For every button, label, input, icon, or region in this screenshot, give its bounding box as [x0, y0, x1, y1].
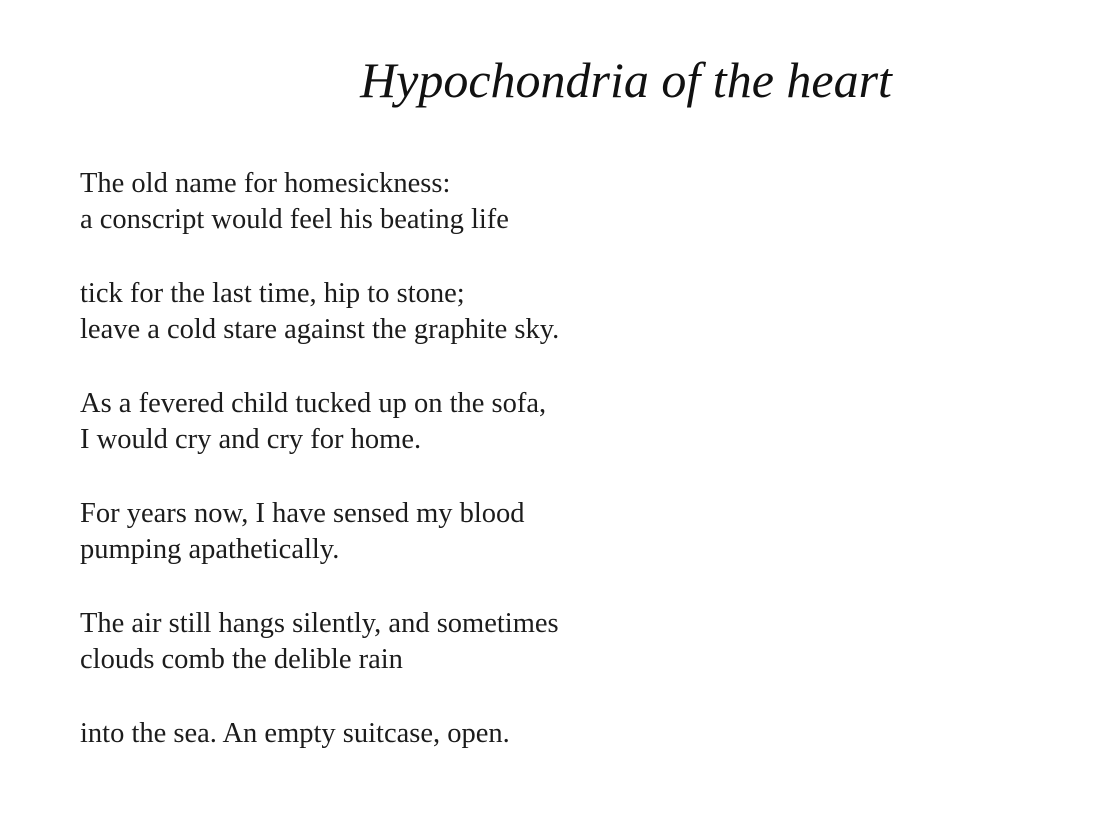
- poem-line: I would cry and cry for home.: [80, 424, 422, 455]
- poem-line: tick for the last time, hip to stone;: [80, 278, 465, 309]
- poem-line: pumping apathetically.: [80, 534, 340, 565]
- stanza: [80, 166, 780, 276]
- poem-line: The air still hangs silently, and sometimes: [80, 608, 559, 639]
- stanza: [80, 606, 780, 716]
- poem-line: As a fevered child tucked up on the sofa,: [80, 388, 547, 419]
- poem-line: into the sea. An empty suitcase, open.: [80, 718, 510, 749]
- poem-body: [80, 166, 780, 826]
- poem-line: The old name for homesickness:: [80, 168, 451, 199]
- poem-line: For years now, I have sensed my blood: [80, 498, 525, 529]
- poem-line: a conscript would feel his beating life: [80, 204, 509, 235]
- stanza: [80, 496, 780, 606]
- stanza: [80, 386, 780, 496]
- poem-line: leave a cold stare against the graphite sky.: [80, 314, 560, 345]
- poem-line: clouds comb the delible rain: [80, 644, 403, 675]
- stanza: [80, 276, 780, 386]
- poem-title: Hypochondria of the heart: [360, 52, 892, 108]
